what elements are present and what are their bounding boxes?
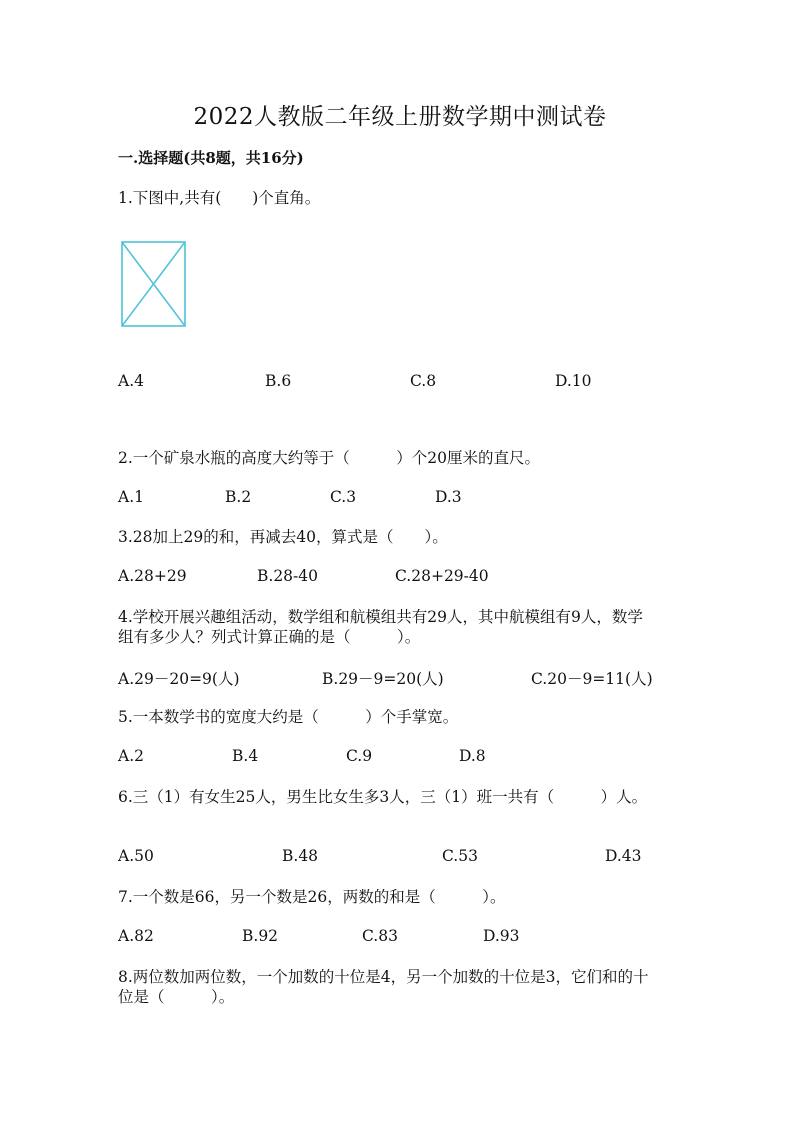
question-8-line-2: 位是（ ）。 — [118, 988, 235, 1006]
q5-option-c[interactable]: C.9 — [346, 747, 373, 765]
page-title: 2022人教版二年级上册数学期中测试卷 — [193, 104, 607, 130]
q7-option-d[interactable]: D.93 — [483, 927, 520, 945]
q4-option-c[interactable]: C.20－9=11(人) — [531, 670, 653, 688]
q5-option-d[interactable]: D.8 — [459, 747, 486, 765]
q2-option-a[interactable]: A.1 — [118, 488, 144, 506]
q1-option-b[interactable]: B.6 — [265, 372, 292, 390]
question-6: 6.三（1）有女生25人，男生比女生多3人，三（1）班一共有（ ）人。 — [118, 788, 648, 806]
q6-option-a[interactable]: A.50 — [118, 847, 154, 865]
rectangle-with-diagonals-icon — [121, 241, 187, 329]
q3-option-a[interactable]: A.28+29 — [118, 567, 187, 585]
q7-option-a[interactable]: A.82 — [118, 927, 154, 945]
section-heading: 一.选择题(共8题，共16分) — [118, 149, 304, 167]
q6-option-d[interactable]: D.43 — [605, 847, 642, 865]
question-8-line-1: 8.两位数加两位数，一个加数的十位是4，另一个加数的十位是3，它们和的十 — [118, 968, 649, 986]
q5-option-a[interactable]: A.2 — [118, 747, 144, 765]
q1-option-c[interactable]: C.8 — [410, 372, 437, 390]
question-1: 1.下图中,共有( )个直角。 — [118, 189, 321, 207]
question-2: 2.一个矿泉水瓶的高度大约等于（ ）个20厘米的直尺。 — [118, 449, 541, 467]
q5-option-b[interactable]: B.4 — [232, 747, 259, 765]
q3-option-c[interactable]: C.28+29-40 — [395, 567, 489, 585]
q2-option-d[interactable]: D.3 — [435, 488, 462, 506]
q3-option-b[interactable]: B.28-40 — [257, 567, 319, 585]
question-4-line-2: 组有多少人？列式计算正确的是（ ）。 — [118, 628, 421, 646]
q2-option-b[interactable]: B.2 — [225, 488, 252, 506]
q6-option-b[interactable]: B.48 — [282, 847, 319, 865]
q7-option-b[interactable]: B.92 — [242, 927, 279, 945]
q1-option-a[interactable]: A.4 — [118, 372, 144, 390]
q6-option-c[interactable]: C.53 — [442, 847, 478, 865]
q7-option-c[interactable]: C.83 — [362, 927, 398, 945]
q4-option-b[interactable]: B.29－9=20(人) — [322, 670, 444, 688]
q1-option-d[interactable]: D.10 — [555, 372, 592, 390]
question-4-line-1: 4.学校开展兴趣组活动，数学组和航模组共有29人，其中航模组有9人，数学 — [118, 608, 643, 626]
question-7: 7.一个数是66，另一个数是26，两数的和是（ ）。 — [118, 888, 506, 906]
q4-option-a[interactable]: A.29－20=9(人) — [118, 670, 240, 688]
question-5: 5.一本数学书的宽度大约是（ ）个手掌宽。 — [118, 708, 459, 726]
question-3: 3.28加上29的和，再减去40，算式是（ ）。 — [118, 528, 448, 546]
q2-option-c[interactable]: C.3 — [330, 488, 357, 506]
